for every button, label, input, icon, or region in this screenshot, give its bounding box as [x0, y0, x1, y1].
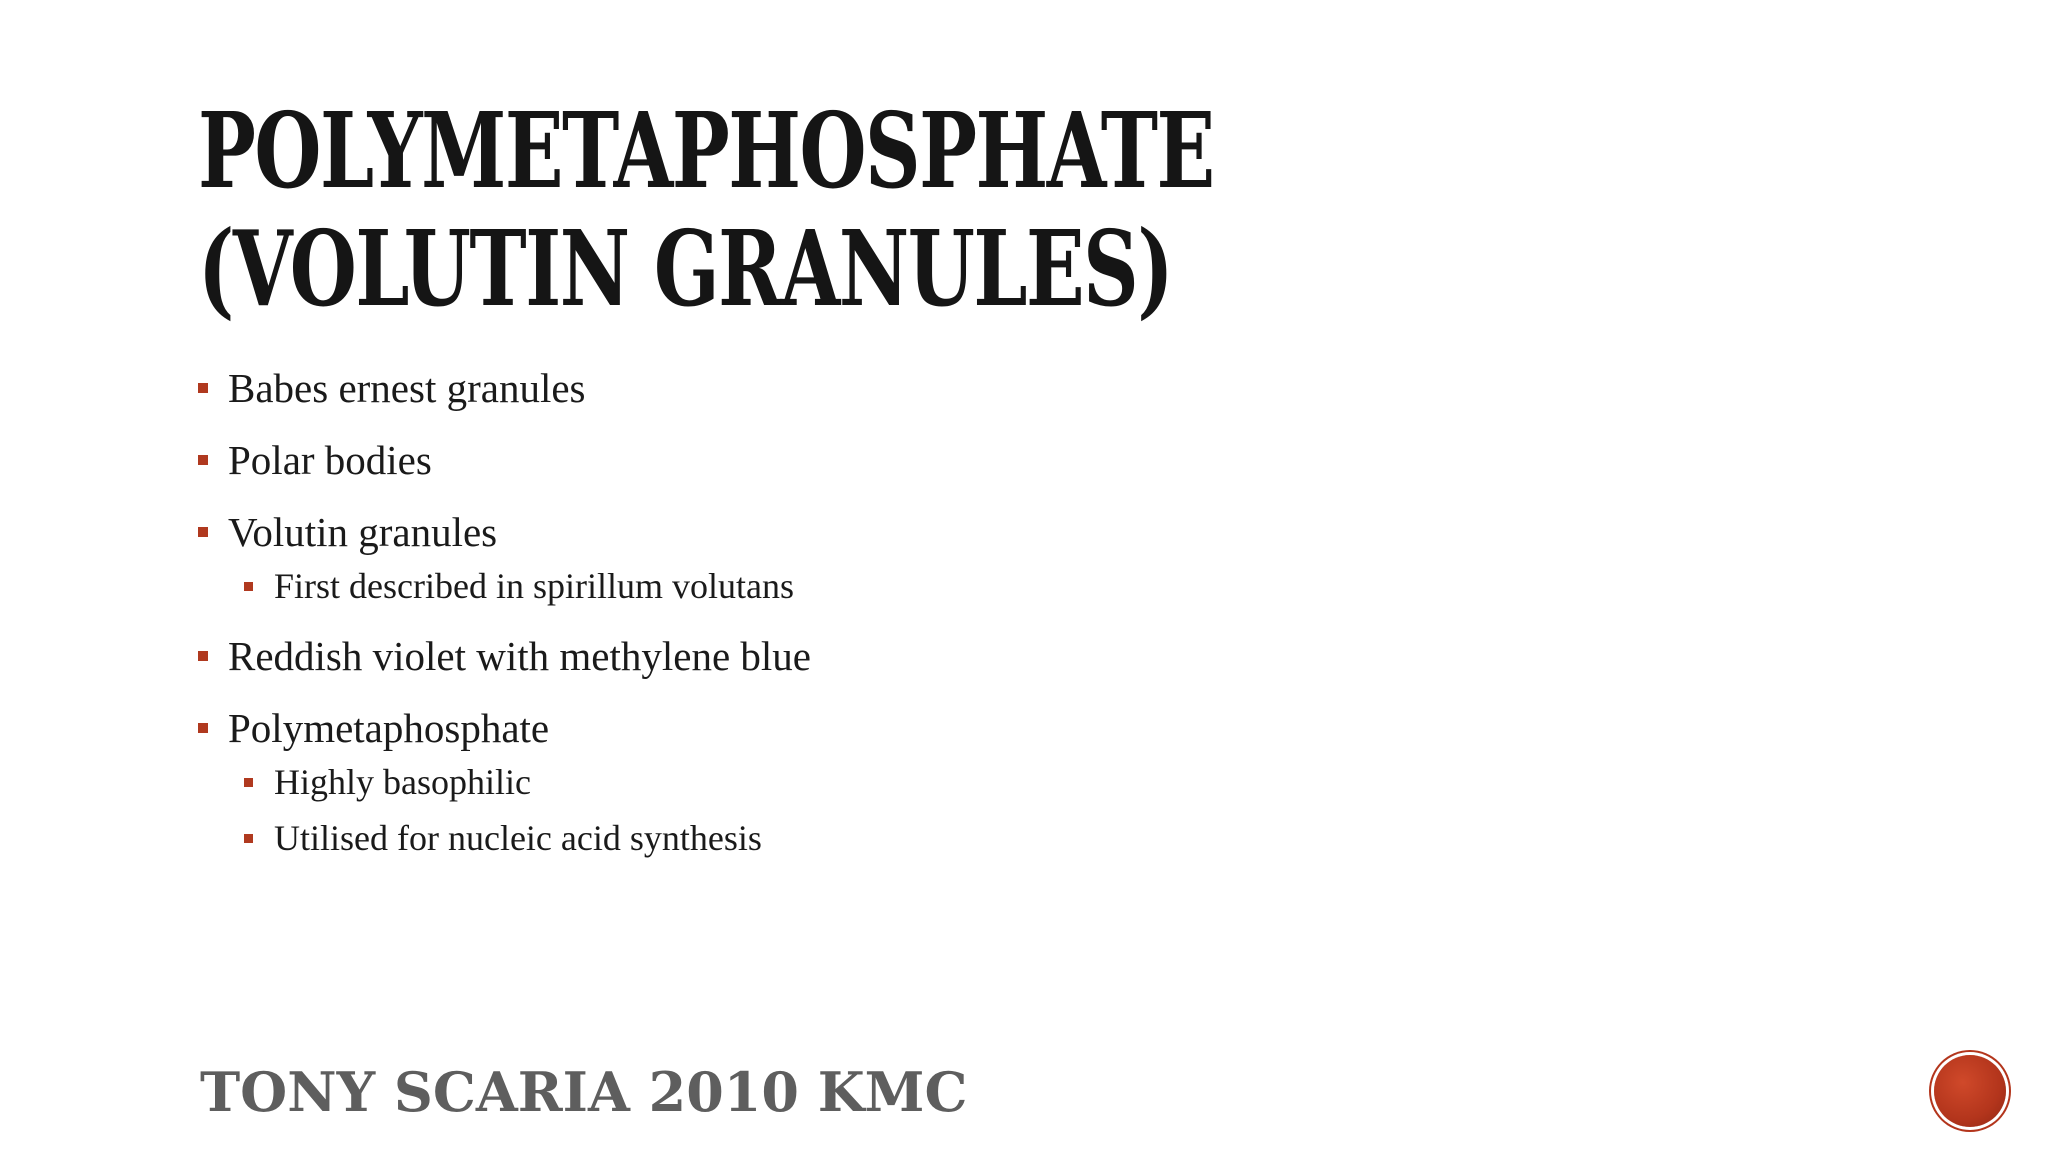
- slide-title: POLYMETAPHOSPHATE (VOLUTIN GRANULES): [198, 89, 1214, 330]
- square-bullet-icon: [198, 651, 208, 661]
- square-bullet-icon: [198, 455, 208, 465]
- sub-bullet-list: [198, 560, 1498, 612]
- sub-bullet-text: Highly basophilic: [274, 762, 531, 802]
- sub-bullet-group: [198, 756, 1498, 864]
- bullet-list: [198, 360, 1498, 880]
- sub-bullet-group: [198, 560, 1498, 612]
- sub-bullet-text: First described in spirillum volutans: [274, 566, 794, 606]
- sub-bullet-text: Utilised for nucleic acid synthesis: [274, 818, 762, 858]
- square-bullet-icon: [244, 582, 253, 591]
- bullet-item: [198, 432, 1498, 488]
- bullet-text: Reddish violet with methylene blue: [228, 633, 812, 679]
- square-bullet-icon: [244, 778, 253, 787]
- sub-bullet-list: [198, 756, 1498, 864]
- square-bullet-icon: [198, 383, 208, 393]
- bullet-item: [198, 360, 1498, 416]
- bullet-text: Babes ernest granules: [228, 365, 586, 411]
- bullet-item: [198, 700, 1498, 756]
- sub-bullet-item: [244, 812, 1498, 864]
- bullet-item: [198, 628, 1498, 684]
- sub-bullet-item: [244, 756, 1498, 808]
- slide-footer: TONY SCARIA 2010 KMC: [200, 1060, 968, 1124]
- bullet-text: Volutin granules: [228, 509, 498, 555]
- sub-bullet-item: [244, 560, 1498, 612]
- square-bullet-icon: [244, 834, 253, 843]
- circle-badge-icon: [1934, 1055, 2006, 1127]
- bullet-text: Polar bodies: [228, 437, 432, 483]
- square-bullet-icon: [198, 723, 208, 733]
- bullet-text: Polymetaphosphate: [228, 705, 550, 751]
- square-bullet-icon: [198, 527, 208, 537]
- bullet-item: [198, 504, 1498, 560]
